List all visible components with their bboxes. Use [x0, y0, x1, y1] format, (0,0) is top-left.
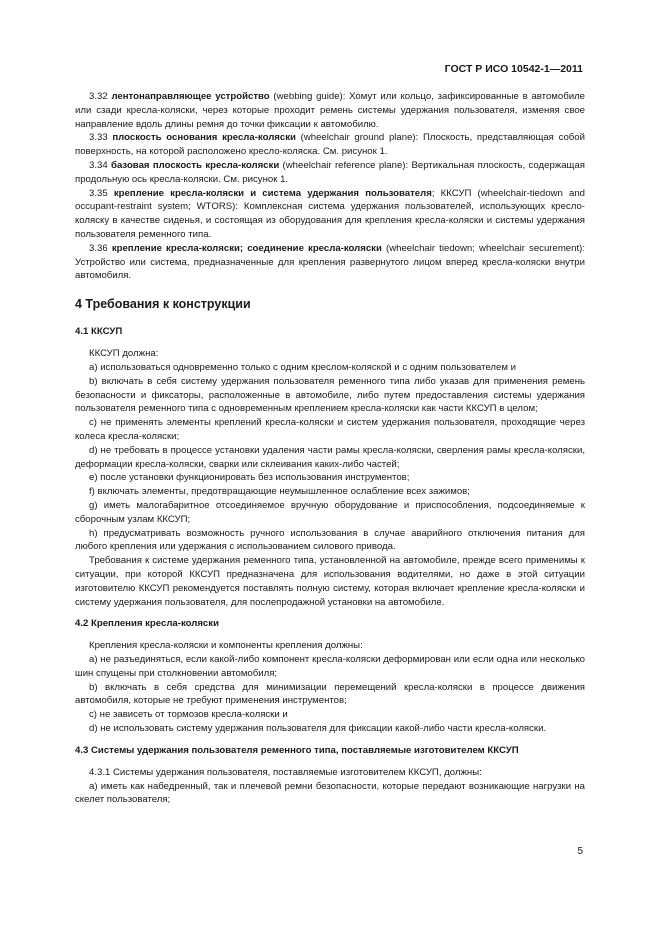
- definition-3-35: [75, 187, 585, 242]
- definition-number: 3.35: [89, 187, 108, 199]
- definition-text: ; ККСУП (wheelchair-tiedown and occupant-restraint system; WTORS): Комплексная система удержания пользователей, использующих кресло-коляску в качестве сиденья, и состоящая из оборудования для крепления кресла-коляски и системы удержания пользователя ременного типа.: [75, 187, 586, 240]
- definition-number: 3.33: [89, 132, 108, 144]
- definition-term: крепление кресла-коляски; соединение кресла-коляски: [111, 242, 382, 254]
- definition-number: 3.36: [89, 242, 108, 254]
- definition-number: 3.34: [89, 159, 108, 171]
- definition-term: базовая плоскость кресла-коляски: [111, 159, 280, 171]
- definition-text: (wheelchair reference plane): Вертикальная плоскость, содержащая продольную ось кресла-коляски. См. рисунок 1.: [75, 159, 585, 185]
- definition-3-36: [75, 242, 585, 283]
- section-4-title: 4 Требования к конструкции: [75, 297, 251, 312]
- section-4-1-note: Требования к системе удержания ременного типа, установленной на автомобиле, прежде всего применимы к ситуации, при которой ККСУП предназначена для использования водителями, но даже в этой ситуации изготовителю ККСУП рекомендуется поставлять полную систему, которая включает крепление кресла-коляски и систему удержания пользователя, для послепродажной установки на автомобиле.: [75, 555, 585, 608]
- section-4-3-1-intro: 4.3.1 Системы удержания пользователя, поставляемые изготовителем ККСУП, должны:: [89, 766, 482, 778]
- section-4-2-title: 4.2 Крепления кресла-коляски: [75, 618, 219, 630]
- definition-term: плоскость основания кресла-коляски: [112, 132, 296, 144]
- document-body: [75, 90, 585, 807]
- definition-text: (wheelchair ground plane): Плоскость, представляющая собой поверхность, на которой расположено кресло-коляска. См. рисунок 1.: [75, 132, 585, 158]
- definition-term: крепление кресла-коляски и система удержания пользователя: [113, 187, 432, 199]
- section-4-1-intro: ККСУП должна:: [89, 348, 159, 360]
- list-item: a) использоваться одновременно только с одним креслом-коляской и с одним пользователем и: [89, 361, 516, 373]
- list-item: f) включать элементы, предотвращающие неумышленное ослабление всех зажимов;: [89, 486, 470, 498]
- list-item: b) включать в себя систему удержания пользователя ременного типа либо указав для применения ремень безопасности и фиксаторы, расположенные в автомобиле, либо путем предоставления системы удержания пользователя ременного типа с одновременным креплением кресла-коляски как части ККСУП в целом;: [75, 375, 585, 415]
- definition-text: (webbing guide): Хомут или кольцо, зафиксированные в автомобиле или сзади кресла-коляски, через которые проходит ремень системы удержания пользователя, изменяя свое направление вдоль длины ремня до точки фиксации к автомобилю.: [75, 91, 586, 130]
- definition-3-33: [75, 131, 585, 159]
- definition-number: 3.32: [89, 91, 108, 102]
- definition-text: (wheelchair tiedown; wheelchair securement): Устройство или система, предназначенные для крепления развернутого лицом вперед кресла-коляски внутри автомобиля.: [75, 242, 586, 282]
- list-item: b) включать в себя средства для минимизации перемещений кресла-коляски в процессе движения автомобиля, которые не требуют применения инструментов;: [75, 681, 585, 707]
- list-item: e) после установки функционировать без использования инструментов;: [89, 472, 410, 484]
- definition-3-32: [75, 90, 585, 131]
- section-4-3-title: 4.3 Системы удержания пользователя ременного типа, поставляемые изготовителем ККСУП: [75, 744, 519, 756]
- list-item: h) предусматривать возможность ручного использования в случае аварийного отключения питания для любого крепления или удержания с использованием силового привода.: [75, 527, 585, 553]
- list-item: d) не использовать систему удержания пользователя для фиксации какой-либо части кресла-коляски.: [89, 723, 547, 735]
- section-4-1-title: 4.1 ККСУП: [75, 326, 123, 338]
- list-item: g) иметь малогабаритное отсоединяемое вручную оборудование и приспособления, подсоединяемые к сборочным узлам ККСУП;: [75, 499, 585, 525]
- list-item: a) иметь как набедренный, так и плечевой ремни безопасности, которые передают возникающие нагрузки на скелет пользователя;: [75, 780, 585, 806]
- list-item: d) не требовать в процессе установки удаления части рамы кресла-коляски, сверления рамы кресла-коляски, деформации кресла-коляски, сварки или склеивания каких-либо частей;: [75, 444, 585, 470]
- standard-header: ГОСТ Р ИСО 10542-1—2011: [444, 63, 583, 75]
- page-number: 5: [577, 846, 583, 857]
- list-item: a) не разъединяться, если какой-либо компонент кресла-коляски деформирован или если одна или несколько шин спущены при столкновении автомобиля;: [75, 654, 585, 679]
- section-4-2-intro: Крепления кресла-коляски и компоненты крепления должны:: [89, 640, 363, 652]
- definition-term: лентонаправляющее устройство: [111, 91, 270, 102]
- list-item: c) не применять элементы креплений кресла-коляски и систем удержания пользователя, проходящие через колеса кресла-коляски;: [75, 417, 585, 442]
- list-item: c) не зависеть от тормозов кресла-коляски и: [89, 709, 288, 721]
- definition-3-34: [75, 159, 585, 187]
